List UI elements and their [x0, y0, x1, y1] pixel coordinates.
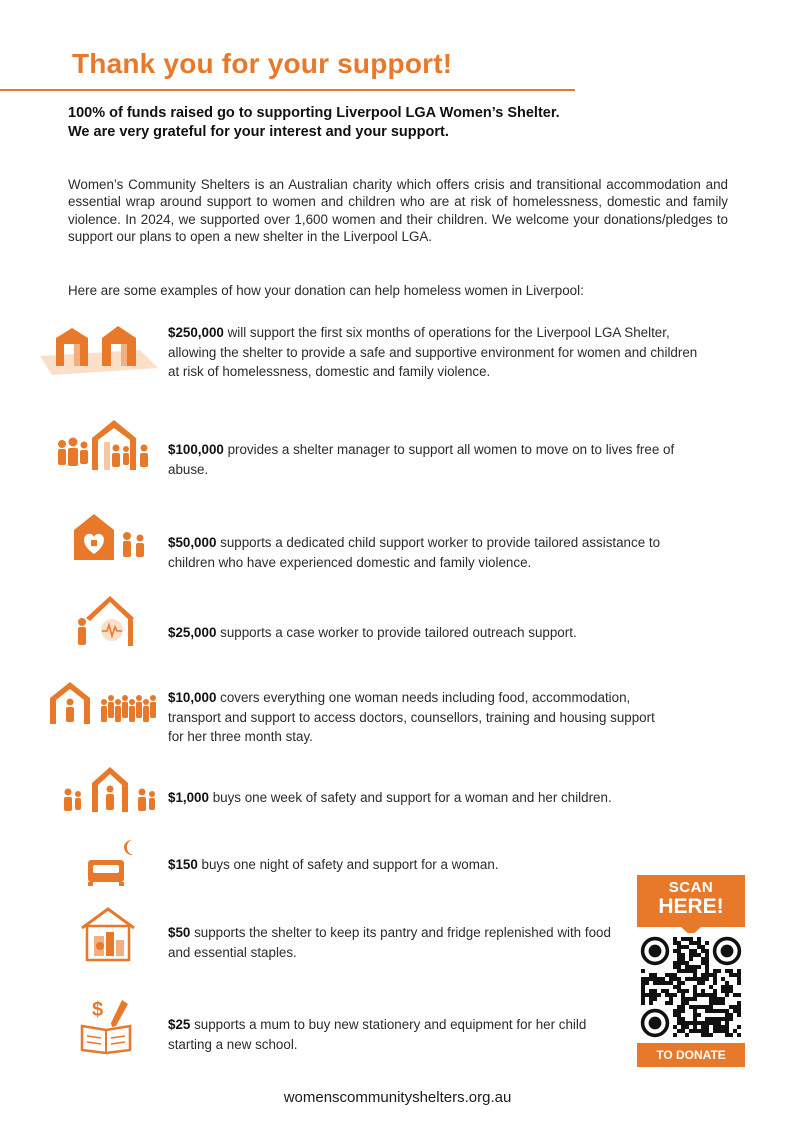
- donation-item: [168, 923, 628, 962]
- donation-amount: $50: [168, 925, 191, 940]
- donation-item: [168, 1015, 633, 1054]
- heart-house-icon: [72, 512, 152, 562]
- pantry-house-icon: [78, 906, 140, 964]
- donation-text: will support the first six months of operations for the Liverpool LGA Shelter, allowing the shelter to provide a safe and supportive environment for women and children at risk of homelessness, domestic and family violence.: [168, 325, 698, 379]
- donation-text: supports a case worker to provide tailored outreach support.: [216, 625, 577, 640]
- title-divider: [0, 89, 575, 91]
- lead-statement: [68, 104, 728, 142]
- family-shelter-icon: [54, 418, 154, 474]
- donation-text: supports a mum to buy new stationery and equipment for her child starting a new school.: [168, 1017, 587, 1052]
- donation-item: [168, 623, 698, 643]
- bed-moon-icon: [84, 838, 144, 888]
- lead-line-1: 100% of funds raised go to supporting Liverpool LGA Women’s Shelter.: [68, 105, 560, 121]
- woman-support-icon: [48, 680, 160, 726]
- qr-donate-card[interactable]: [637, 875, 745, 1067]
- donation-item: [168, 788, 698, 808]
- footer-website[interactable]: womenscommunityshelters.org.au: [283, 1089, 512, 1106]
- donation-text: provides a shelter manager to support all women to move on to lives free of abuse.: [168, 442, 675, 477]
- donation-item: [168, 688, 668, 747]
- donation-amount: $250,000: [168, 325, 224, 340]
- to-donate-label: TO DONATE: [637, 1043, 745, 1067]
- donation-amount: $50,000: [168, 535, 217, 550]
- case-worker-icon: [72, 594, 138, 650]
- qr-code[interactable]: [637, 933, 745, 1041]
- donation-item: [168, 533, 698, 572]
- donation-text: supports a dedicated child support worker to provide tailored assistance to children who have experienced domestic and family violence.: [168, 535, 661, 570]
- donation-item: [168, 323, 698, 382]
- donation-text: buys one night of safety and support for a woman.: [197, 857, 499, 872]
- week-safety-icon: [60, 765, 160, 815]
- donation-item: [168, 855, 698, 875]
- donation-text: supports the shelter to keep its pantry and fridge replenished with food and essential staples.: [168, 925, 611, 960]
- donation-amount: $25: [168, 1017, 191, 1032]
- donation-amount: $25,000: [168, 625, 217, 640]
- examples-heading: Here are some examples of how your donation can help homeless women in Liverpool:: [68, 283, 584, 298]
- donation-item: [168, 440, 698, 479]
- donation-text: covers everything one woman needs including food, accommodation, transport and support to access doctors, counsellors, training and housing support for her three month stay.: [168, 690, 655, 744]
- donation-amount: $1,000: [168, 790, 209, 805]
- donation-text: buys one week of safety and support for a woman and her children.: [208, 790, 612, 805]
- lead-line-2: We are very grateful for your interest and your support.: [68, 124, 449, 140]
- donation-amount: $10,000: [168, 690, 217, 705]
- donation-amount: $100,000: [168, 442, 224, 457]
- shelter-buildings-icon: [40, 320, 160, 375]
- scan-here-banner: [637, 875, 745, 927]
- svg-text:$: $: [92, 999, 104, 1021]
- here-label: HERE!: [658, 895, 724, 918]
- intro-paragraph: Women’s Community Shelters is an Australian charity which offers crisis and transitional accommodation and essential wrap around support to women and children who are at risk of homelessness, domestic and family violence. In 2024, we supported over 1,600 women and their children. We welcome your donations/pledges to support our plans to open a new shelter in the Liverpool LGA.: [68, 177, 728, 245]
- scan-label: SCAN: [668, 879, 714, 896]
- stationery-book-icon: [78, 996, 138, 1054]
- page-title: Thank you for your support!: [72, 48, 453, 79]
- donation-amount: $150: [168, 857, 198, 872]
